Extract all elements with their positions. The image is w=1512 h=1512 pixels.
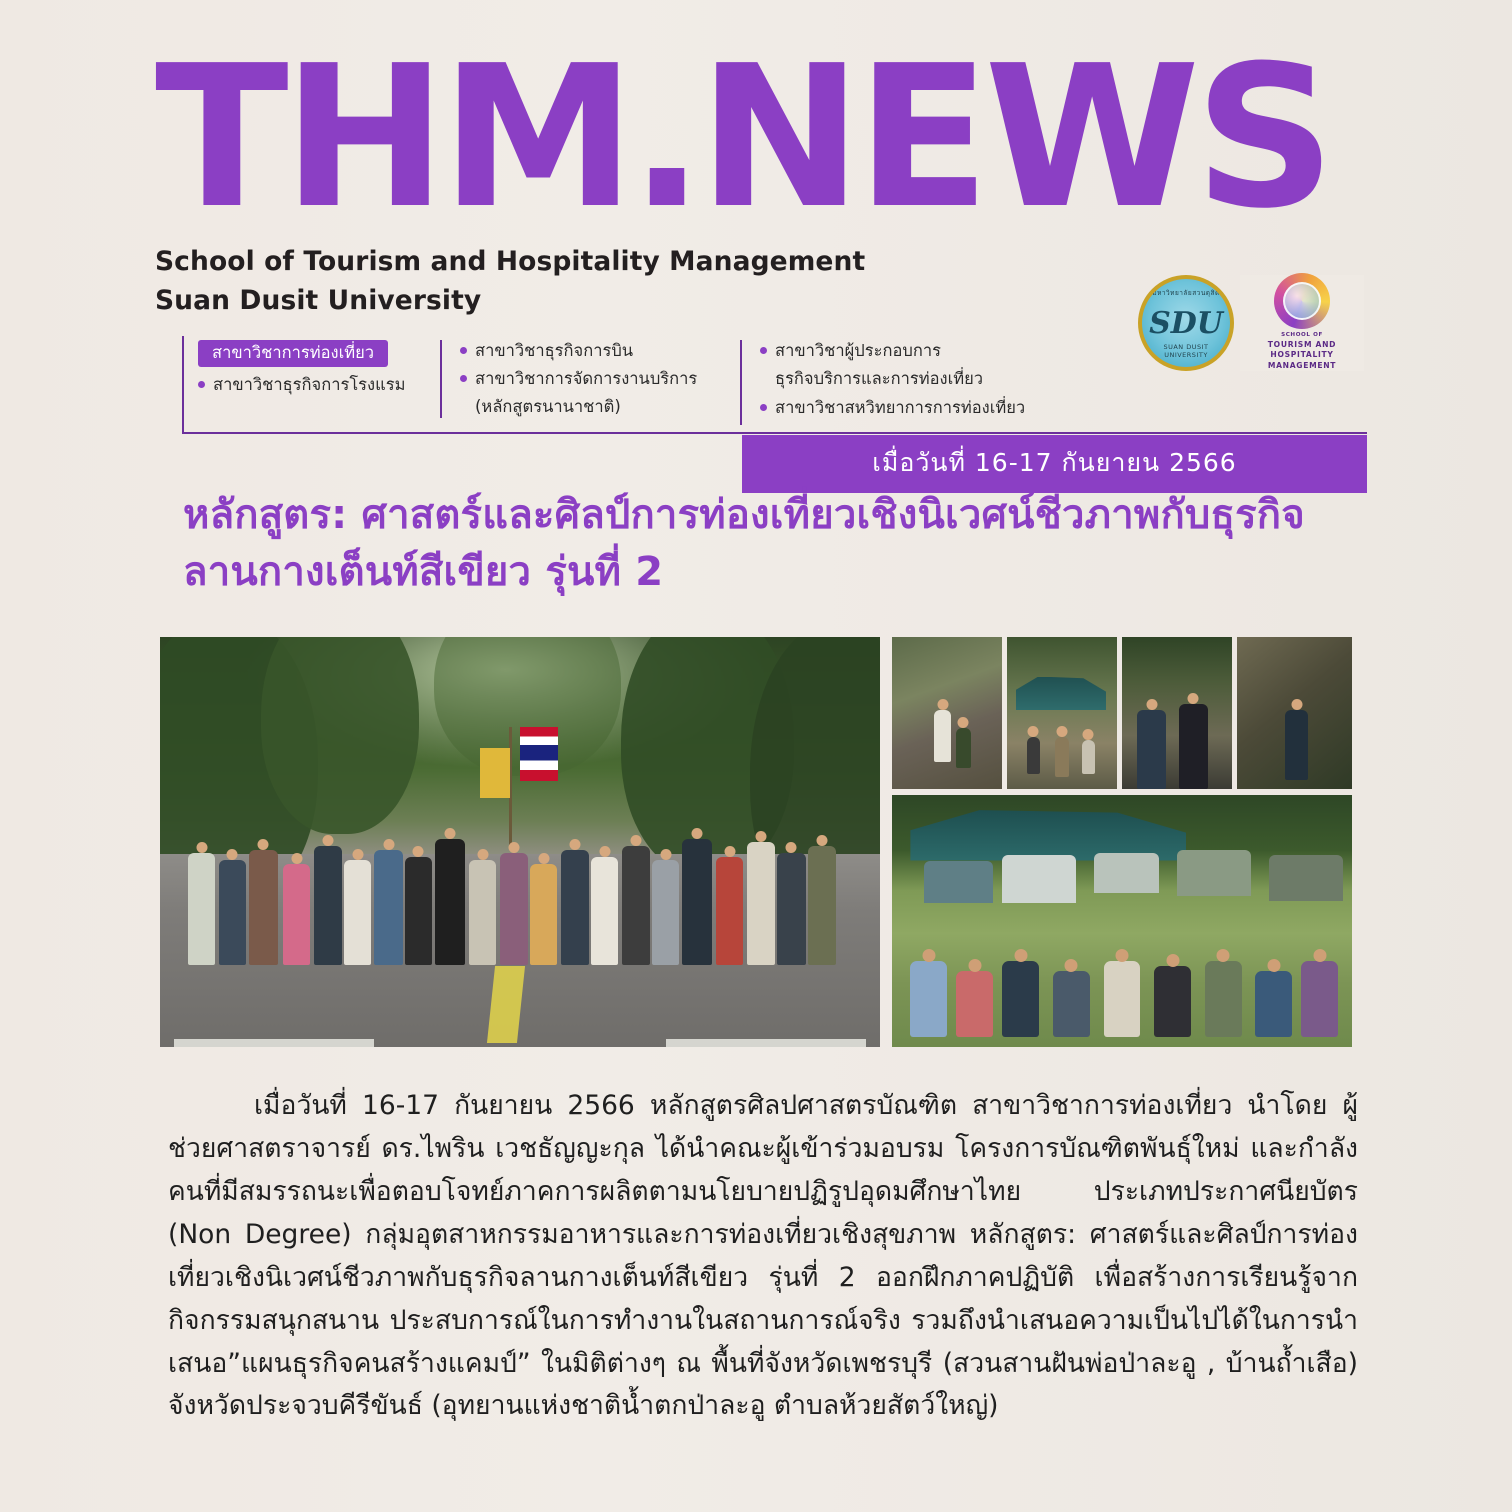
thm-logo-line-2: TOURISM AND (1267, 339, 1337, 349)
article-body (168, 1085, 1358, 1428)
person-figure (344, 860, 371, 965)
person-head (445, 828, 456, 839)
school-name-line-1: School of Tourism and Hospitality Management (155, 246, 866, 278)
logo-group (1138, 275, 1364, 371)
person-head (1146, 699, 1157, 710)
person-figure (652, 860, 679, 965)
person-figure (405, 857, 432, 965)
person-figure (1285, 710, 1308, 780)
bullet-icon (460, 375, 467, 382)
person-figure (219, 860, 246, 965)
road-edge-line (174, 1039, 374, 1047)
person-head (508, 842, 519, 853)
program-item (460, 340, 724, 361)
person-head (1166, 954, 1179, 967)
person-figure (934, 710, 952, 762)
school-name-line-2: Suan Dusit University (155, 285, 482, 317)
photo-collage (160, 637, 1352, 1047)
tent-shape (1177, 850, 1251, 895)
tent-shape (924, 861, 993, 904)
person-figure (530, 864, 557, 965)
date-banner: เมื่อวันที่ 16-17 กันยายน 2566 (742, 435, 1367, 493)
person-head (786, 842, 797, 853)
program-item (760, 397, 1054, 418)
bullet-icon (760, 404, 767, 411)
person-figure (500, 853, 528, 965)
program-sublabel: ธุรกิจบริการและการท่องเที่ยว (775, 369, 984, 389)
person-figure (283, 864, 310, 965)
bullet-icon (460, 347, 467, 354)
person-figure (1205, 961, 1242, 1037)
person-head (1217, 949, 1230, 962)
person-figure (808, 846, 836, 965)
wide-photo-campground (892, 795, 1352, 1047)
person-figure (1053, 971, 1090, 1037)
person-head (569, 839, 580, 850)
program-label: สาขาวิชาผู้ประกอบการ (775, 341, 941, 360)
person-head (322, 835, 333, 846)
person-figure (435, 839, 465, 965)
person-head (413, 846, 424, 857)
person-head (1056, 726, 1067, 737)
person-head (352, 849, 363, 860)
program-list (182, 340, 1082, 425)
thumbnail-photo-1 (892, 637, 1002, 789)
person-figure (747, 842, 775, 965)
person-figure (1179, 704, 1208, 789)
program-column-3 (740, 340, 1070, 425)
program-item (760, 340, 1054, 361)
person-figure (1154, 966, 1191, 1037)
road-center-line (487, 966, 525, 1043)
thm-school-logo (1240, 275, 1364, 371)
divider-horizontal (182, 432, 1367, 434)
person-figure (1027, 737, 1040, 773)
program-column-1 (182, 340, 440, 402)
person-figure (1104, 961, 1141, 1037)
main-photo-group-shot (160, 637, 880, 1047)
person-figure (1301, 961, 1338, 1037)
person-head (1028, 726, 1039, 737)
person-head (196, 842, 207, 853)
article-body-text: เมื่อวันที่ 16-17 กันยายน 2566 หลักสูตรศิลปศาสตรบัณฑิต สาขาวิชาการท่องเที่ยว นำโดย ผู้ช่วยศาสตราจารย์ ดร.ไพริน เวชธัญญะกุล ได้นำคณะผู้เข้าร่วมอบรม โครงการบัณฑิตพันธุ์ใหม่ และกำลังคนที่มีสมรรถนะเพื่อตอบโจทย์ภาคการผลิตตามนโยบายปฏิรูปอุดมศึกษาไทย ประเภทประกาศนียบัตร (Non Degree) กลุ่มอุตสาหกรรมอาหารและการท่องเที่ยวเชิงสุขภาพ หลักสูตร: ศาสตร์และศิลป์การท่องเที่ยวเชิงนิเวศน์ชีวภาพกับธุรกิจลานกางเต็นท์สีเขียว รุ่นที่ 2 ออกฝึกภาคปฏิบัติ เพื่อสร้างการเรียนรู้จากกิจกรรมสนุกสนาน ประสบการณ์ในการทำงานในสถานการณ์จริง รวมถึงนำเสนอความเป็นไปได้ในการนำเสนอ”แผนธุรกิจคนสร้างแคมป์” ในมิติต่างๆ ณ พื้นที่จังหวัดเพชรบุรี (สวนสานฝันพ่อป่าละอู , บ้านถ้ำเสือ) จังหวัดประจวบคีรีขันธ์ (อุทยานแห่งชาติน้ำตกป่าละอู ตำบลห้วยสัตว์ใหญ่) (168, 1090, 1358, 1422)
person-figure (956, 971, 993, 1037)
person-figure (777, 853, 805, 965)
person-figure (1137, 710, 1166, 789)
person-figure (1082, 740, 1095, 773)
thm-logo-line-1: SCHOOL OF (1281, 331, 1323, 338)
program-label-highlighted: สาขาวิชาการท่องเที่ยว (198, 340, 388, 367)
person-head (1065, 959, 1078, 972)
person-head (755, 831, 766, 842)
person-figure (374, 850, 402, 965)
person-figure (1002, 961, 1039, 1037)
bullet-icon (198, 381, 205, 388)
logo-arc-bottom-text: SUAN DUSIT UNIVERSITY (1163, 343, 1209, 359)
page-title: THM.NEWS (155, 24, 1330, 252)
person-head (1267, 959, 1280, 972)
person-head (1083, 729, 1094, 740)
person-head (291, 853, 302, 864)
article-headline: หลักสูตร: ศาสตร์และศิลป์การท่องเที่ยวเชิงนิเวศน์ชีวภาพกับธุรกิจลานกางเต็นท์สีเขียว รุ่นที่ 2 (183, 492, 1305, 595)
person-figure (561, 850, 589, 965)
thm-logo-line-4: MANAGEMENT (1267, 360, 1337, 370)
person-head (692, 828, 703, 839)
person-head (258, 839, 269, 850)
person-head (1291, 699, 1302, 710)
person-head (599, 846, 610, 857)
person-figure (682, 839, 712, 965)
person-figure (716, 857, 743, 965)
person-head (1313, 949, 1326, 962)
program-label: สาขาวิชาการจัดการงานบริการ (475, 369, 698, 389)
person-figure (1055, 737, 1068, 777)
person-figure (469, 860, 496, 965)
person-figure (1255, 971, 1292, 1037)
person-head (724, 846, 735, 857)
person-figure (622, 846, 650, 965)
road-edge-line (666, 1039, 866, 1047)
tent-shape (1269, 855, 1343, 900)
person-head (477, 849, 488, 860)
thumbnail-photo-2 (1007, 637, 1117, 789)
person-figure (591, 857, 618, 965)
person-figure (910, 961, 947, 1037)
program-label: สาขาวิชาธุรกิจการบิน (475, 341, 634, 360)
person-head (383, 839, 394, 850)
person-head (1115, 949, 1128, 962)
program-item (460, 368, 724, 389)
tent-shape (1002, 855, 1076, 903)
person-figure (249, 850, 277, 965)
person-head (816, 835, 827, 846)
person-head (1014, 949, 1027, 962)
program-sublabel: (หลักสูตรนานาชาติ) (475, 397, 621, 417)
person-figure (314, 846, 342, 965)
person-figure (188, 853, 215, 965)
thumbnail-photo-4 (1237, 637, 1352, 789)
thm-logo-text (1240, 332, 1364, 371)
person-head (1188, 693, 1199, 704)
program-label: สาขาวิชาธุรกิจการโรงแรม (213, 374, 406, 394)
tent-shape (1094, 853, 1158, 893)
person-head (630, 835, 641, 846)
program-item (198, 374, 424, 395)
thm-logo-line-3: HOSPITALITY (1270, 350, 1334, 360)
thumbnail-photo-3 (1122, 637, 1232, 789)
bullet-icon (760, 347, 767, 354)
program-label: สาขาวิชาสหวิทยาการการท่องเที่ยว (775, 397, 1026, 417)
program-column-2 (440, 340, 740, 418)
person-head (968, 959, 981, 972)
people-group (182, 785, 859, 965)
thai-flag-icon (520, 727, 558, 781)
person-head (660, 849, 671, 860)
person-head (937, 699, 948, 710)
logo-monogram: SDU (1149, 305, 1223, 341)
program-item (198, 340, 424, 367)
person-head (227, 849, 238, 860)
person-head (538, 853, 549, 864)
globe-icon (1274, 273, 1330, 329)
person-head (958, 717, 969, 728)
person-figure (956, 728, 971, 768)
person-head (922, 949, 935, 962)
suan-dusit-university-logo (1138, 275, 1234, 371)
logo-arc-top-text: มหาวิทยาลัยสวนดุสิต (1152, 289, 1220, 297)
